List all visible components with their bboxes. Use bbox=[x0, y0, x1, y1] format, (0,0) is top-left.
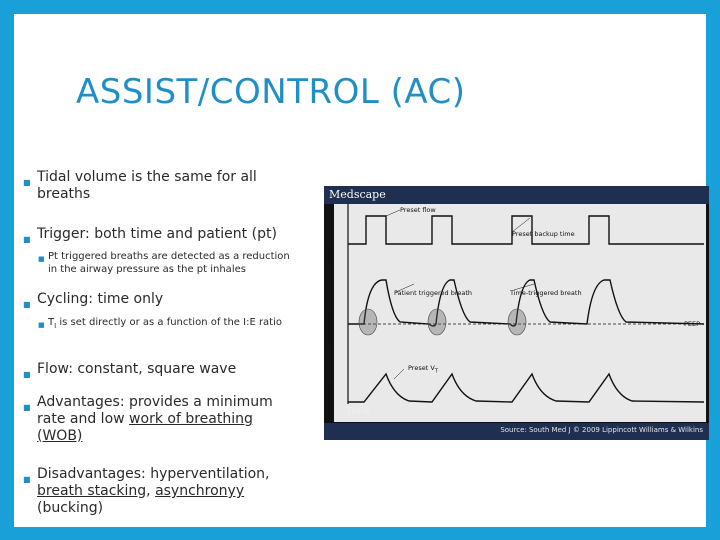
ti-symbol: T bbox=[48, 317, 55, 328]
disadvantages-text: Disadvantages: hyperventilation, bbox=[37, 466, 270, 482]
pointer-line bbox=[386, 210, 400, 216]
bullet-marker: ■ bbox=[23, 235, 31, 244]
label-preset-flow: Preset flow bbox=[400, 206, 436, 214]
bullet-text bbox=[24, 394, 294, 445]
medscape-logo: Medscape bbox=[329, 188, 386, 201]
bullet-text: Trigger: both time and patient (pt) bbox=[37, 226, 277, 242]
bullet-advantages bbox=[24, 394, 294, 445]
ti-description: is set directly or as a function of the I:E ratio bbox=[56, 317, 282, 328]
bullet-marker: ■ bbox=[23, 300, 31, 309]
label-time-triggered: Time-triggered breath bbox=[510, 289, 582, 297]
subbullet-trigger bbox=[38, 250, 302, 276]
ti-subscript: I bbox=[54, 322, 57, 330]
bullet-disadvantages bbox=[24, 466, 294, 517]
bullet-text bbox=[24, 466, 294, 517]
figure-footer bbox=[324, 423, 709, 440]
page-title: ASSIST/CONTROL (AC) bbox=[76, 72, 466, 112]
axis-label-volume: Volume bbox=[326, 382, 336, 416]
title-panel bbox=[14, 14, 706, 141]
waveform-plot bbox=[334, 204, 706, 422]
label-backup-time: Preset backup time bbox=[512, 230, 575, 238]
asynchrony-link[interactable]: asynchronyy bbox=[155, 483, 245, 499]
bullet-marker: ■ bbox=[23, 370, 31, 379]
volume-waveform bbox=[348, 374, 704, 402]
breath-stacking-link[interactable]: breath stacking bbox=[37, 483, 147, 499]
bullet-text: Tidal volume is the same for all breaths bbox=[37, 169, 257, 202]
axis-label-flow: Flow bbox=[326, 243, 336, 264]
bullet-tidal-volume bbox=[24, 169, 294, 203]
bullet-marker: ■ bbox=[23, 403, 31, 412]
content-panel bbox=[14, 141, 706, 527]
bullet-trigger bbox=[24, 226, 294, 243]
label-patient-triggered: Patient triggered breath bbox=[394, 289, 473, 297]
pointer-line bbox=[394, 369, 404, 379]
trigger-circle bbox=[508, 309, 526, 335]
trigger-circle bbox=[359, 309, 377, 335]
subbullet-cycling bbox=[38, 316, 302, 333]
vt-text: Preset V bbox=[408, 364, 435, 372]
figure-header bbox=[324, 186, 709, 204]
label-peep: PEEP bbox=[684, 320, 701, 328]
subbullet-marker: ■ bbox=[38, 255, 45, 263]
disadvantages-suffix: (bucking) bbox=[37, 500, 104, 516]
axis-label-pressure: Pressure bbox=[326, 311, 336, 350]
advantages-text: Advantages: provides a minimum rate and low bbox=[37, 394, 273, 427]
subbullet-marker: ■ bbox=[38, 321, 45, 329]
bullet-cycling bbox=[24, 291, 294, 308]
subbullet-text: Pt triggered breaths are detected as a reduction in the airway pressure as the pt inhales bbox=[48, 251, 290, 275]
axis-label-time: Time bbox=[346, 406, 371, 417]
bullet-marker: ■ bbox=[23, 475, 31, 484]
vt-subscript: T bbox=[434, 368, 438, 375]
bullet-text: Flow: constant, square wave bbox=[37, 361, 237, 377]
wob-link[interactable]: work of breathing (WOB) bbox=[37, 411, 253, 444]
subbullet-text bbox=[38, 316, 302, 333]
trigger-circle bbox=[428, 309, 446, 335]
separator: , bbox=[146, 483, 156, 499]
bullet-text: Cycling: time only bbox=[37, 291, 164, 307]
bullet-flow bbox=[24, 361, 294, 378]
ventilator-waveform-figure bbox=[324, 186, 709, 440]
label-preset-vt bbox=[408, 364, 438, 374]
bullet-marker: ■ bbox=[23, 178, 31, 187]
figure-source: Source: South Med J © 2009 Lippincott Williams & Wilkins bbox=[500, 426, 703, 434]
